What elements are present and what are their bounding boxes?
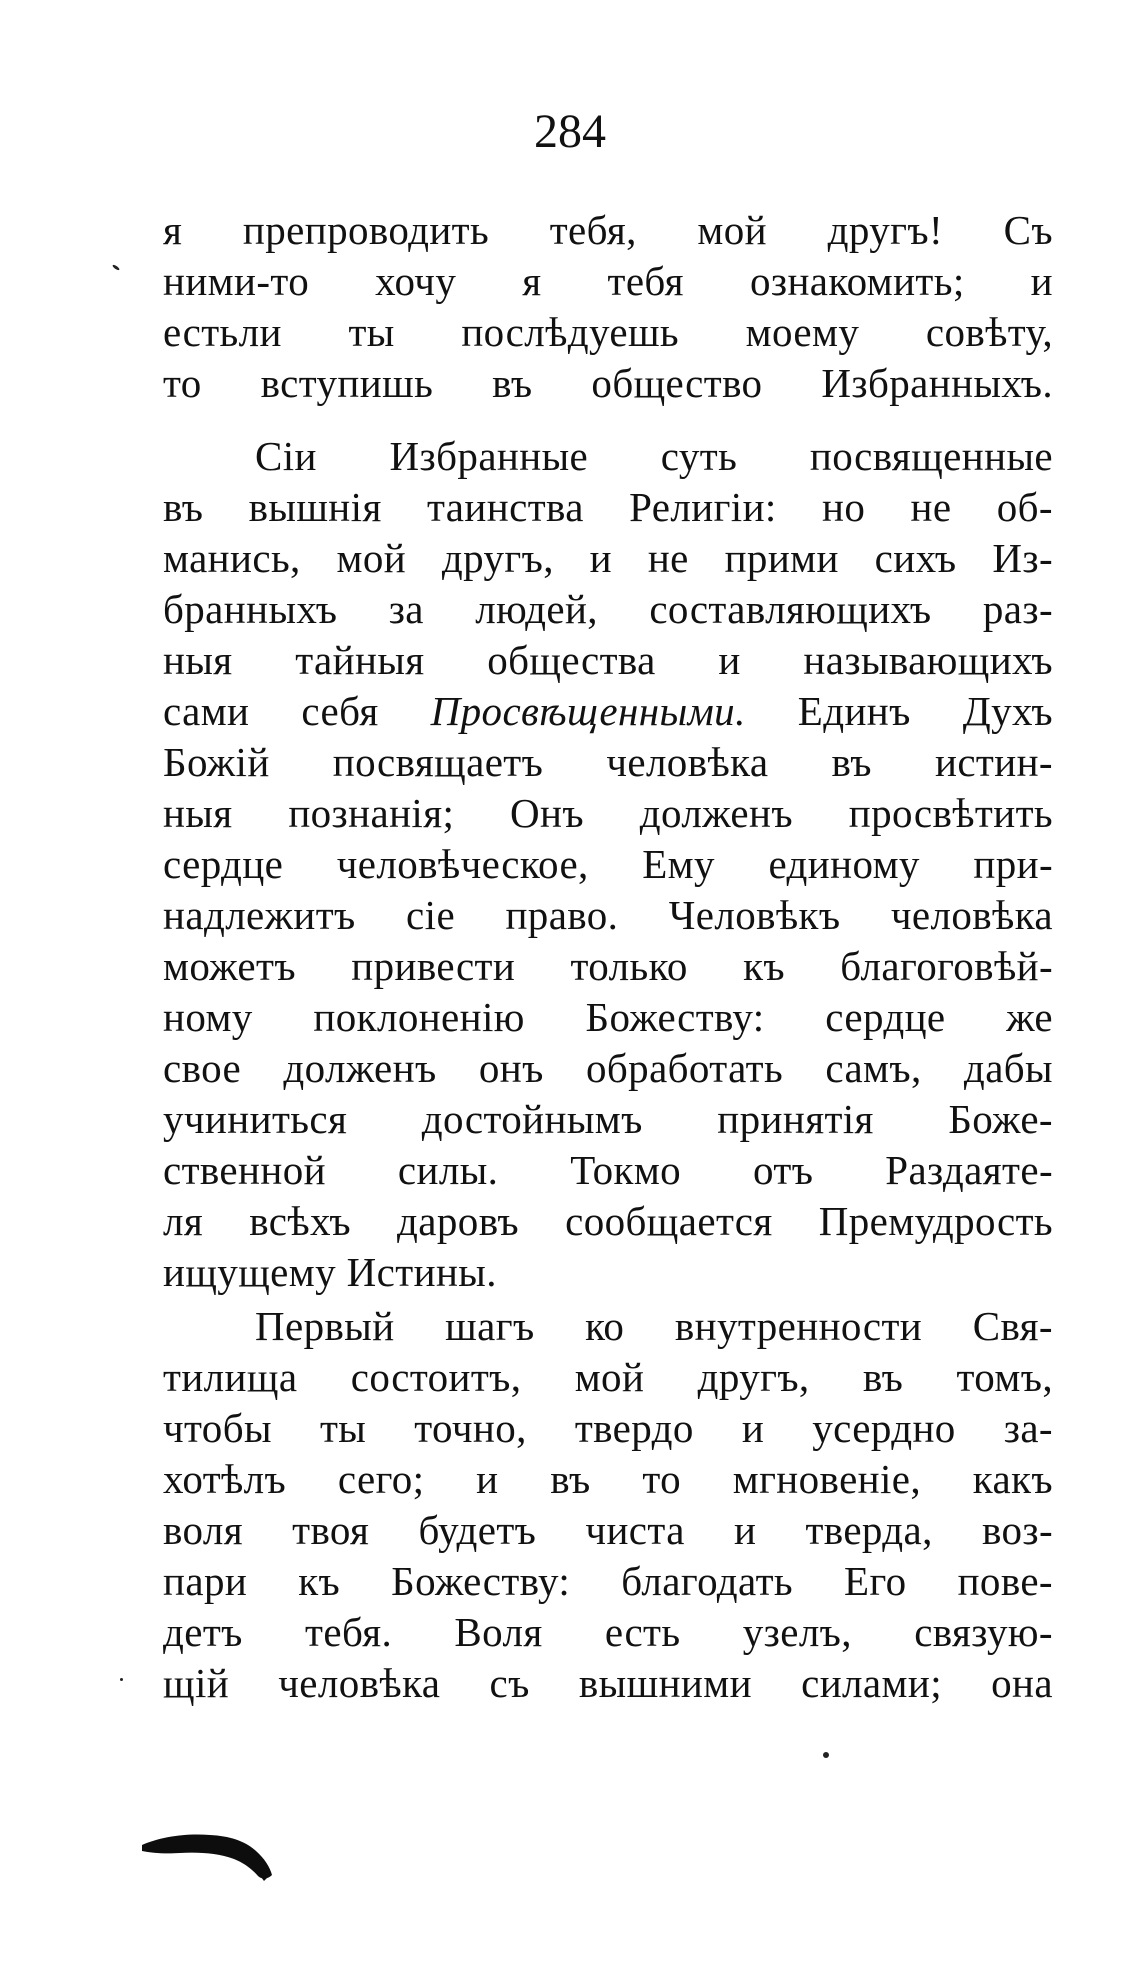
text-line: ныя познанія; Онъ долженъ просвѣтить (163, 790, 1053, 836)
text-line: Первый шагъ ко внутренности Свя- (255, 1303, 1053, 1349)
text-line: тилища состоитъ, мой другъ, въ томъ, (163, 1354, 1053, 1400)
text-line: щій человѣка съ вышними силами; она (163, 1660, 1053, 1706)
text-line: можетъ привести только къ благоговѣй- (163, 943, 1053, 989)
text-line: ищущему Истины. (163, 1249, 497, 1295)
text-line: учиниться достойнымъ принятія Боже- (163, 1096, 1053, 1142)
text-line: хотѣлъ сего; и въ то мгновеніе, какъ (163, 1456, 1053, 1502)
text-segment: Единъ Духъ (797, 688, 1053, 734)
text-line: то вступишь въ общество Избранныхъ. (163, 360, 1053, 406)
text-line: ля всѣхъ даровъ сообщается Премудрость (163, 1198, 1053, 1244)
text-line: Божій посвящаетъ человѣка въ истин- (163, 739, 1053, 785)
text-line: естьли ты послѣдуешь моему совѣту, (163, 309, 1053, 355)
text-line: надлежитъ сіе право. Человѣкъ человѣка (163, 892, 1053, 938)
text-line: ственной силы. Токмо отъ Раздаяте- (163, 1147, 1053, 1193)
text-line: ними-то хочу я тебя ознакомить; и (163, 258, 1053, 304)
text-line: сердце человѣческое, Ему единому при- (163, 841, 1053, 887)
text-line: я препроводить тебя, мой другъ! Съ (163, 207, 1053, 253)
text-line: Сіи Избранные суть посвященные (255, 433, 1053, 479)
text-line: ному поклоненію Божеству: сердце же (163, 994, 1053, 1040)
page-number: 284 (534, 105, 606, 158)
text-line: бранныхъ за людей, составляющихъ раз- (163, 586, 1053, 632)
text-line: воля твоя будетъ чиста и тверда, воз- (163, 1507, 1053, 1553)
text-line-with-italic (163, 686, 1053, 737)
text-line: чтобы ты точно, твердо и усердно за- (163, 1405, 1053, 1451)
paragraph-1 (163, 205, 1053, 409)
paragraph-3 (163, 1301, 1053, 1709)
text-line: ныя тайныя общества и называющихъ (163, 637, 1053, 683)
ink-speck (120, 1678, 123, 1681)
text-line: манись, мой другъ, и не прими сихъ Из- (163, 535, 1053, 581)
text-line: детъ тебя. Воля есть узелъ, связую- (163, 1609, 1053, 1655)
text-line: свое долженъ онъ обработать самъ, дабы (163, 1045, 1053, 1091)
italic-term: Просвѣщенными. (430, 688, 746, 734)
text-line: пари къ Божеству: благодать Его пове- (163, 1558, 1053, 1604)
ink-speck (112, 264, 120, 271)
text-line: въ вышнія таинства Религіи: но не об- (163, 484, 1053, 530)
ink-speck (823, 1752, 829, 1758)
ink-blot-mark (140, 1823, 280, 1883)
paragraph-2 (163, 431, 1053, 1298)
text-segment: сами себя (163, 688, 379, 734)
